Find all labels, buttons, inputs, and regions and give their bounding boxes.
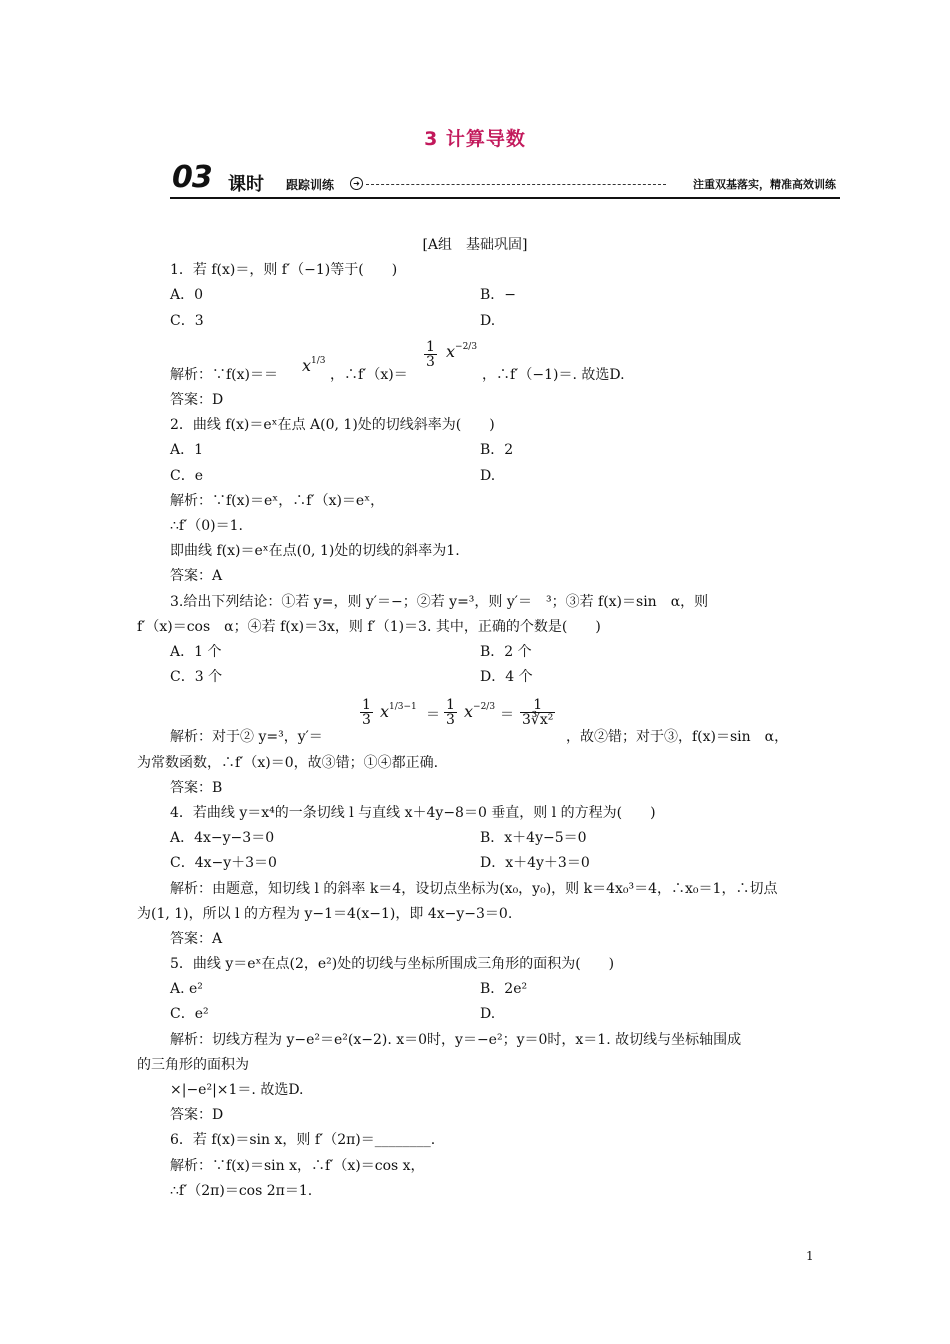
q6-solution-1: 解析：∵f(x)＝sin x，∴f′（x)＝cos x， <box>170 1158 425 1174</box>
q3-option-a: A．1 个 <box>170 644 222 660</box>
lesson-banner <box>170 160 840 200</box>
q3-equals-1: ＝ <box>426 707 440 723</box>
q2-option-a: A．1 <box>170 442 204 458</box>
q5-solution-2: 的三角形的面积为 <box>137 1057 249 1073</box>
q1-solution-start: 解析：∵f(x)＝＝ <box>170 367 279 383</box>
q5-option-c: C．e² <box>170 1006 209 1022</box>
q1-option-c: C．3 <box>170 313 204 329</box>
q2-solution-3: 即曲线 f(x)＝eˣ在点(0, 1)处的切线的斜率为1. <box>170 543 460 559</box>
q5-option-b: B．2e² <box>480 981 528 997</box>
question-3-line-2: f′（x)＝cos α；④若 f(x)＝3x，则 f′（1)＝3. 其中，正确的个数是( ) <box>137 619 601 635</box>
lesson-label: 课时 <box>228 174 264 195</box>
q1-option-a: A．0 <box>170 287 204 303</box>
q3-option-d: D．4 个 <box>480 669 533 685</box>
q3-power-term-1: $x^{1/3-1}$ <box>380 702 417 721</box>
q2-option-c: C．e <box>170 468 203 484</box>
banner-rule <box>170 197 840 199</box>
q4-option-d: D．x＋4y＋3＝0 <box>480 855 590 871</box>
q4-answer: 答案：A <box>170 931 223 947</box>
q4-option-b: B．x＋4y−5＝0 <box>480 830 587 846</box>
question-4: 4．若曲线 y＝x⁴的一条切线 l 与直线 x＋4y−8＝0 垂直，则 l 的方程为( ) <box>170 805 656 821</box>
q3-power-term-2: $x^{-2/3}$ <box>464 702 496 721</box>
q3-option-b: B．2 个 <box>480 644 532 660</box>
q3-option-c: C．3 个 <box>170 669 223 685</box>
q4-option-a: A．4x−y−3＝0 <box>170 830 275 846</box>
training-label: 跟踪训练 <box>286 178 335 192</box>
section-heading: [A组 基础巩固] <box>422 237 528 253</box>
q3-answer: 答案：B <box>170 780 223 796</box>
banner-slogan: 注重双基落实，精准高效训练 <box>693 178 836 191</box>
q2-solution-1: 解析：∵f(x)＝eˣ，∴f′（x)＝eˣ， <box>170 493 385 509</box>
q1-solution-mid: ，∴f′（x)＝ <box>330 367 408 383</box>
page-number: 1 <box>806 1249 814 1263</box>
q5-option-d: D. <box>480 1006 496 1022</box>
q3-fraction-3: $\frac{1}{\text{3∛x²}}$ <box>522 697 554 728</box>
q3-solution-end: ，故②错；对于③，f(x)＝sin α， <box>566 729 789 745</box>
arrow-right-icon: ➜ <box>350 177 363 190</box>
q1-power-term: $x^{1/3}$ <box>302 356 326 375</box>
question-2: 2．曲线 f(x)＝eˣ在点 A(0, 1)处的切线斜率为( ) <box>170 417 495 433</box>
page-title: 3 计算导数 <box>424 128 526 150</box>
question-1: 1．若 f(x)＝，则 f′（−1)等于( ) <box>170 262 398 278</box>
q1-option-d: D. <box>480 313 496 329</box>
q3-equals-2: ＝ <box>500 707 514 723</box>
q2-solution-2: ∴f′（0)＝1. <box>170 518 243 534</box>
q5-solution-1: 解析：切线方程为 y−e²＝e²(x−2). x＝0时，y＝−e²；y＝0时，x＝1. 故切线与坐标轴围成 <box>170 1032 742 1048</box>
q2-option-b: B．2 <box>480 442 514 458</box>
dashed-divider <box>366 184 666 185</box>
q5-answer: 答案：D <box>170 1107 224 1123</box>
question-5: 5．曲线 y＝eˣ在点(2，e²)处的切线与坐标所围成三角形的面积为( ) <box>170 956 615 972</box>
q6-solution-2: ∴f′（2π)＝cos 2π＝1. <box>170 1183 313 1199</box>
q5-option-a: A. e² <box>170 981 203 997</box>
q1-option-b: B．− <box>480 287 517 303</box>
q3-fraction-1: $\frac{1}{3}$ <box>362 697 371 728</box>
q2-answer: 答案：A <box>170 568 223 584</box>
q2-option-d: D. <box>480 468 496 484</box>
q1-answer: 答案：D <box>170 392 224 408</box>
lesson-number: 03 <box>172 160 212 195</box>
q3-solution-start: 解析：对于② y=³，y′＝ <box>170 729 323 745</box>
q3-solution-2: 为常数函数，∴f′（x)＝0，故③错；①④都正确. <box>137 755 439 771</box>
q1-solution-end: ，∴f′（−1)＝. 故选D. <box>482 367 625 383</box>
q1-fraction: $\frac{1}{3}$ <box>426 339 435 370</box>
q4-solution-2: 为(1, 1)，所以 l 的方程为 y−1＝4(x−1)，即 4x−y−3＝0. <box>137 906 513 922</box>
q4-option-c: C．4x−y＋3＝0 <box>170 855 277 871</box>
q4-solution-1: 解析：由题意，知切线 l 的斜率 k＝4，设切点坐标为(x₀，y₀)，则 k＝4x₀³＝4，∴x₀＝1，∴切点 <box>170 881 778 897</box>
q1-derivative-term: $x^{-2/3}$ <box>446 342 478 361</box>
q5-solution-3: ×|−e²|×1＝. 故选D. <box>170 1082 304 1098</box>
question-3-line-1: 3.给出下列结论：①若 y=，则 y′＝−；②若 y=³，则 y′＝ ³；③若 f(x)＝sin α，则 <box>170 594 709 610</box>
question-6: 6．若 f(x)＝sin x，则 f′（2π)＝________. <box>170 1132 436 1148</box>
q3-fraction-2: $\frac{1}{3}$ <box>446 697 455 728</box>
